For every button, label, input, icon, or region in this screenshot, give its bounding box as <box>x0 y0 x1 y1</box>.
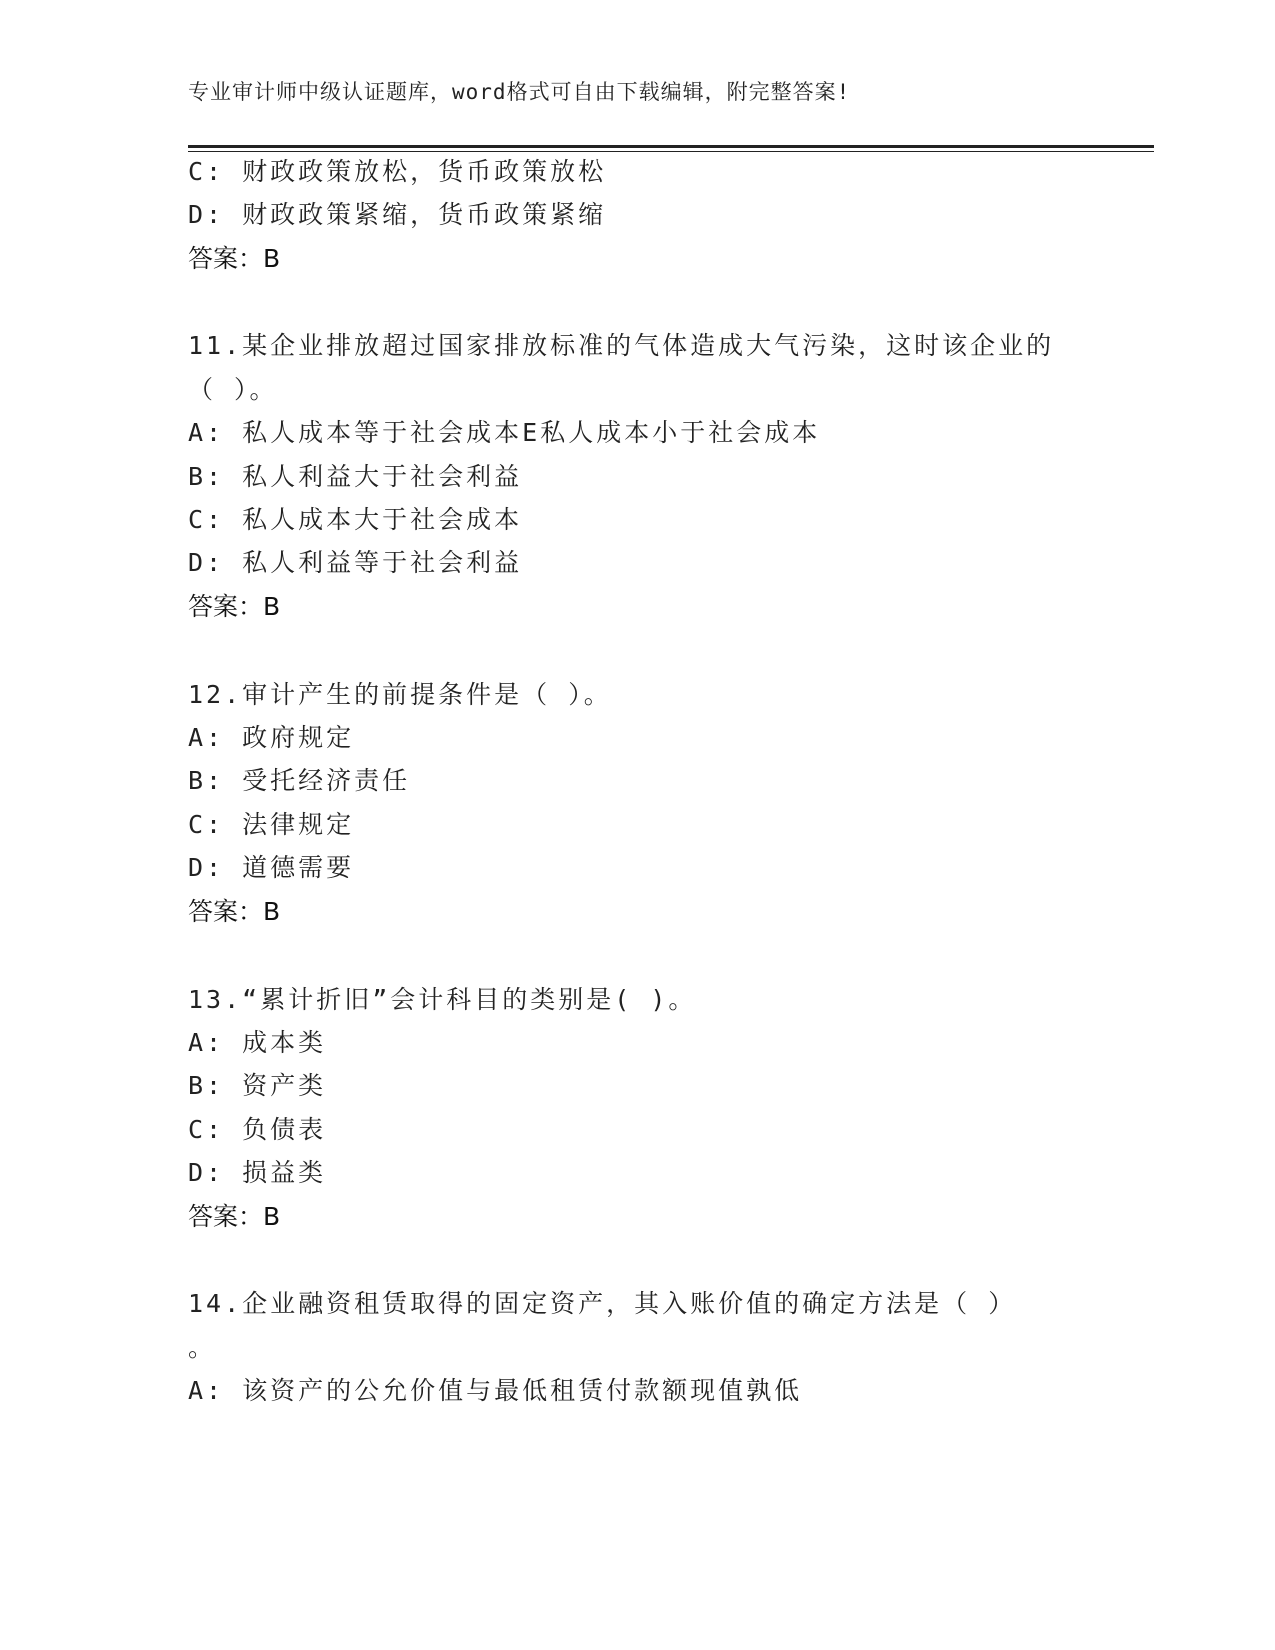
option-c: C: 负债表 <box>188 1115 327 1144</box>
option-c: C: 法律规定 <box>188 810 355 839</box>
option-d: D: 财政政策紧缩，货币政策紧缩 <box>188 200 607 229</box>
question-stem: 12.审计产生的前提条件是（ ）。 <box>188 680 612 709</box>
option-d: D: 私人利益等于社会利益 <box>188 548 523 577</box>
option-b: B: 私人利益大于社会利益 <box>188 462 523 491</box>
option-c: C: 私人成本大于社会成本 <box>188 505 523 534</box>
answer-line: 答案：B <box>188 592 281 621</box>
header-rule-thick <box>188 145 1154 148</box>
answer-line: 答案：B <box>188 244 281 273</box>
header-rule-thin <box>188 151 1154 152</box>
option-a: A: 该资产的公允价值与最低租赁付款额现值孰低 <box>188 1376 803 1405</box>
option-d: D: 损益类 <box>188 1158 327 1187</box>
question-stem: 11.某企业排放超过国家排放标准的气体造成大气污染，这时该企业的 <box>188 331 1055 360</box>
option-b: B: 受托经济责任 <box>188 766 411 795</box>
question-stem: 14.企业融资租赁取得的固定资产，其入账价值的确定方法是（ ） <box>188 1289 1017 1318</box>
option-d: D: 道德需要 <box>188 853 355 882</box>
option-c: C: 财政政策放松，货币政策放松 <box>188 157 607 186</box>
question-stem-continued: （ ）。 <box>188 375 278 404</box>
answer-line: 答案：B <box>188 897 281 926</box>
question-stem: 13.“累计折旧”会计科目的类别是( )。 <box>188 985 697 1014</box>
answer-line: 答案：B <box>188 1202 281 1231</box>
page-header: 专业审计师中级认证题库，word格式可自由下载编辑，附完整答案! <box>188 80 851 104</box>
option-a: A: 政府规定 <box>188 723 355 752</box>
option-a: A: 私人成本等于社会成本E私人成本小于社会成本 <box>188 418 821 447</box>
option-a: A: 成本类 <box>188 1028 327 1057</box>
option-b: B: 资产类 <box>188 1071 327 1100</box>
question-stem-continued: 。 <box>188 1333 217 1362</box>
